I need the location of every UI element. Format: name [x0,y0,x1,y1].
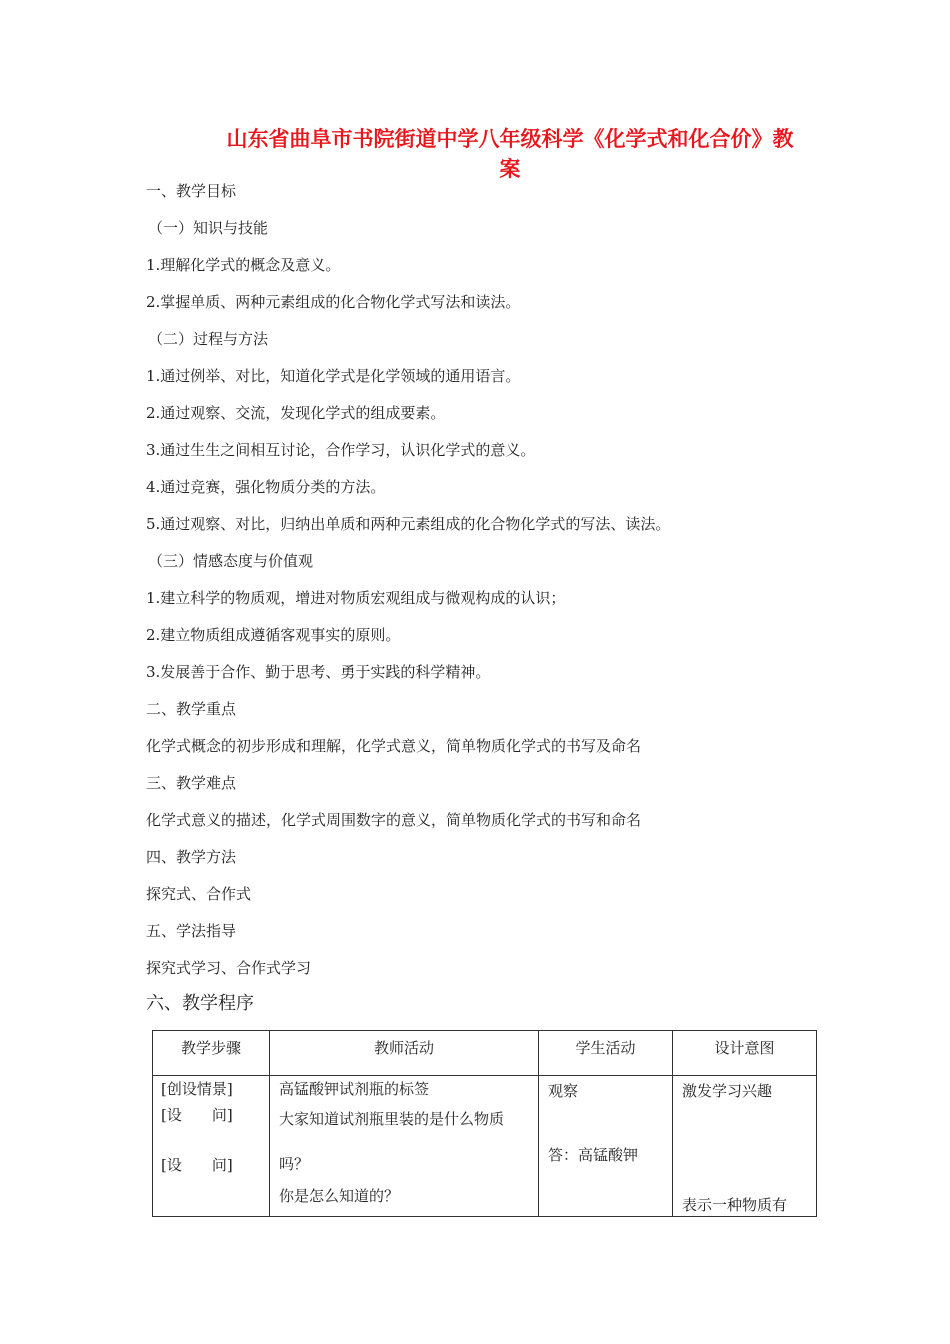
teacher-text: 高锰酸钾试剂瓶的标签 [279,1080,430,1098]
key-points-text: 化学式概念的初步形成和理解，化学式意义，简单物质化学式的书写及命名 [146,737,642,755]
title-line-1: 山东省曲阜市书院街道中学八年级科学《化学式和化合价》教 [226,127,794,151]
step-label: [创设情景] [161,1080,233,1098]
objective-item: 2.通过观察、交流，发现化学式的组成要素。 [146,404,446,422]
section-heading-key-points: 二、教学重点 [146,700,237,718]
section-heading-methods: 四、教学方法 [146,848,237,866]
column-header-step: 教学步骤 [153,1031,270,1076]
table-row [153,1076,817,1217]
step-label: [设 问] [161,1156,233,1174]
objective-item: 3.发展善于合作、勤于思考、勇于实践的科学精神。 [146,663,491,681]
intent-text: 表示一种物质有 [682,1196,788,1214]
objective-item: 1.通过例举、对比，知道化学式是化学领域的通用语言。 [146,367,521,385]
student-cell [539,1076,673,1217]
teacher-text: 你是怎么知道的？ [279,1187,400,1205]
column-header-teacher: 教师活动 [270,1031,539,1076]
column-header-student: 学生活动 [539,1031,673,1076]
section-heading-difficulties: 三、教学难点 [146,774,237,792]
step-cell [153,1076,270,1217]
lesson-procedure-table [152,1030,817,1217]
subheading-attitude: （三）情感态度与价值观 [148,552,314,570]
teacher-cell [270,1076,539,1217]
intent-cell [673,1076,817,1217]
subheading-knowledge: （一）知识与技能 [148,219,269,237]
objective-item: 2.建立物质组成遵循客观事实的原则。 [146,626,401,644]
section-heading-objectives: 一、教学目标 [146,182,237,200]
student-text: 答：高锰酸钾 [548,1146,639,1164]
student-text: 观察 [548,1082,579,1100]
objective-item: 1.理解化学式的概念及意义。 [146,256,341,274]
intent-text: 激发学习兴趣 [682,1082,773,1100]
section-heading-procedure: 六、教学程序 [146,993,254,1014]
objective-item: 2.掌握单质、两种元素组成的化合物化学式写法和读法。 [146,293,521,311]
guidance-text: 探究式学习、合作式学习 [146,959,312,977]
objective-item: 3.通过生生之间相互讨论，合作学习，认识化学式的意义。 [146,441,536,459]
title-line-2: 案 [499,157,521,181]
subheading-process: （二）过程与方法 [148,330,269,348]
column-header-intent: 设计意图 [673,1031,817,1076]
teacher-text: 大家知道试剂瓶里装的是什么物质 [279,1110,505,1128]
teacher-text: 吗？ [279,1155,310,1173]
methods-text: 探究式、合作式 [146,885,252,903]
table-header-row [153,1031,817,1076]
objective-item: 1.建立科学的物质观，增进对物质宏观组成与微观构成的认识； [146,589,566,607]
step-label: [设 问] [161,1106,233,1124]
objective-item: 5.通过观察、对比，归纳出单质和两种元素组成的化合物化学式的写法、读法。 [146,515,671,533]
difficulties-text: 化学式意义的描述，化学式周围数字的意义，简单物质化学式的书写和命名 [146,811,642,829]
objective-item: 4.通过竞赛，强化物质分类的方法。 [146,478,386,496]
document-title [150,124,870,184]
section-heading-guidance: 五、学法指导 [146,922,237,940]
